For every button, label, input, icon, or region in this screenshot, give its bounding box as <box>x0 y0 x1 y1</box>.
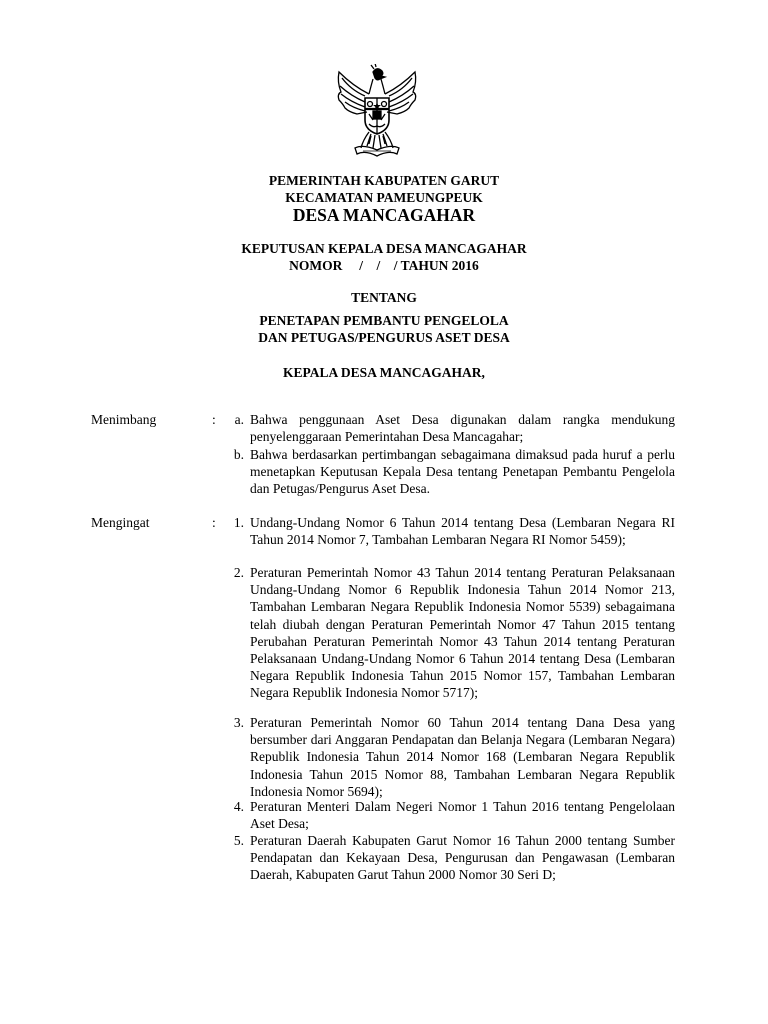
mengingat-marker: 1. <box>233 515 244 530</box>
decree-issuer: KEPALA DESA MANCAGAHAR, <box>283 365 485 380</box>
mengingat-colon: : <box>212 515 216 530</box>
mengingat-marker: 2. <box>233 565 244 580</box>
mengingat-item: Peraturan Pemerintah Nomor 60 Tahun 2014 tentang Dana Desa yang bersumber dari Anggaran Pendapatan dan Belanja Negara (Lembaran Negara) Republik Indonesia Tahun 2014 Nomor 168 (Lembaran Negara Republik Indonesia Tahun 2015 Nomor 88, Tambahan Lembaran Negara Republik Indonesia Nomor 5694); <box>250 715 675 799</box>
mengingat-label: Mengingat <box>91 515 150 530</box>
mengingat-item: Peraturan Menteri Dalam Negeri Nomor 1 Tahun 2016 tentang Pengelolaan Aset Desa; <box>250 799 675 832</box>
decree-number: NOMOR / / / TAHUN 2016 <box>289 258 479 273</box>
mengingat-marker: 5. <box>233 833 244 848</box>
menimbang-colon: : <box>212 412 216 427</box>
decree-title: KEPUTUSAN KEPALA DESA MANCAGAHAR <box>241 241 527 256</box>
mengingat-item: Peraturan Daerah Kabupaten Garut Nomor 16 Tahun 2000 tentang Sumber Pendapatan dan Kekayaan Desa, Pengurusan dan Pengawasan (Lembaran Daerah, Kabupaten Garut Tahun 2000 Nomor 30 Seri D; <box>250 833 675 883</box>
decree-subject-line2: DAN PETUGAS/PENGURUS ASET DESA <box>258 330 510 345</box>
header-district: KECAMATAN PAMEUNGPEUK <box>285 190 483 205</box>
decree-subject-line1: PENETAPAN PEMBANTU PENGELOLA <box>259 313 509 328</box>
header-government: PEMERINTAH KABUPATEN GARUT <box>268 173 500 188</box>
menimbang-item: Bahwa penggunaan Aset Desa digunakan dalam rangka mendukung penyelenggaraan Pemerintahan Desa Mancagahar; <box>250 412 675 445</box>
menimbang-marker: b. <box>233 447 244 462</box>
mengingat-marker: 4. <box>233 799 244 814</box>
garuda-emblem-icon <box>333 64 421 164</box>
menimbang-item: Bahwa berdasarkan pertimbangan sebagaimana dimaksud pada huruf a perlu menetapkan Keputusan Kepala Desa tentang Penetapan Pembantu Pengelola dan Petugas/Pengurus Aset Desa. <box>250 447 675 497</box>
mengingat-item: Undang-Undang Nomor 6 Tahun 2014 tentang Desa (Lembaran Negara RI Tahun 2014 Nomor 7, Tambahan Lembaran Negara RI Nomor 5459); <box>250 515 675 548</box>
decree-about-label: TENTANG <box>351 290 417 305</box>
header-village: DESA MANCAGAHAR <box>292 205 476 225</box>
mengingat-item: Peraturan Pemerintah Nomor 43 Tahun 2014 tentang Peraturan Pelaksanaan Undang-Undang Nomor 6 Republik Indonesia Tahun 2014 Nomor 213, Tambahan Lembaran Negara Republik Indonesia Nomor 5539) sebagaimana telah diubah dengan Peraturan Pemerintah Nomor 47 Tahun 2015 tentang Perubahan Peraturan Pemerintah Nomor 43 Tahun 2014 tentang Peraturan Pelaksanaan Undang-Undang Nomor 6 Tahun 2014 tentang Desa (Lembaran Negara Republik Indonesia Tahun 2015 Nomor 157, Tambahan Lembaran Negara Republik Indonesia Nomor 5717); <box>250 565 675 701</box>
menimbang-marker: a. <box>234 412 244 427</box>
mengingat-marker: 3. <box>233 715 244 730</box>
menimbang-label: Menimbang <box>91 412 157 427</box>
